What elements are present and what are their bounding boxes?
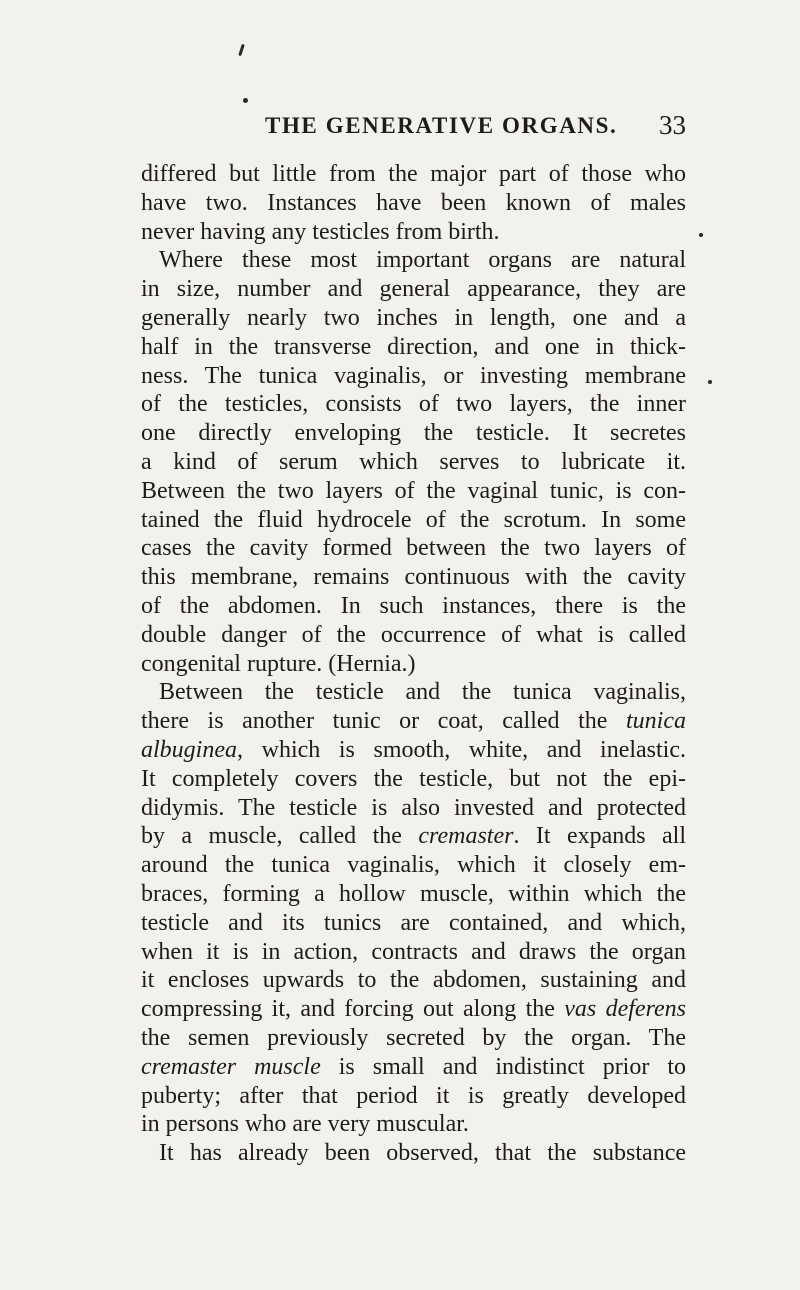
text-line: [141, 1053, 686, 1082]
text-line: [141, 707, 686, 736]
ink-speck-top: [238, 44, 245, 56]
text-line: in persons who are very muscular.: [141, 1111, 469, 1138]
italic-term: tunica: [626, 708, 686, 735]
running-head: THE GENERATIVE ORGANS.: [265, 113, 618, 138]
text-line: Between the two layers of the vaginal tunic, is con-: [141, 477, 686, 504]
text-line: testicle and its tunics are contained, and which,: [141, 909, 686, 936]
page-number: 33: [659, 110, 686, 140]
text-line: in size, number and general appearance, they are: [141, 276, 686, 303]
text-line: [141, 995, 686, 1024]
text-run: Between the testicle and the tunica vaginalis,: [159, 679, 686, 706]
text-line: a kind of serum which serves to lubricate it.: [141, 448, 686, 475]
text-run: is small and indistinct prior to: [320, 1053, 687, 1080]
text-line: of the testicles, consists of two layers, the inner: [141, 391, 686, 418]
text-run: , which is smooth, white, and inelastic.: [237, 736, 686, 763]
text-run: by a muscle, called the: [141, 823, 419, 850]
text-line: It has already been observed, that the substance: [159, 1140, 686, 1167]
text-line: Where these most important organs are natural: [159, 247, 686, 274]
text-line: generally nearly two inches in length, one and a: [141, 304, 686, 331]
ink-speck-right-upper: [699, 233, 703, 237]
text-line: differed but little from the major part of those who: [141, 161, 686, 187]
text-line: braces, forming a hollow muscle, within which the: [141, 880, 686, 907]
text-line: [141, 822, 686, 851]
text-line: never having any testicles from birth.: [141, 218, 500, 245]
text-line: the semen previously secreted by the organ. The: [141, 1024, 686, 1051]
text-line: It completely covers the testicle, but not the epi-: [141, 765, 686, 792]
ink-speck-left: [243, 98, 248, 103]
body-text: [141, 160, 686, 1168]
italic-term: vas deferens: [564, 996, 687, 1023]
text-line: double danger of the occurrence of what is called: [141, 621, 686, 648]
text-line: one directly enveloping the testicle. It secretes: [141, 420, 686, 447]
text-line: it encloses upwards to the abdomen, sustaining and: [141, 967, 686, 994]
text-line: ness. The tunica vaginalis, or investing membrane: [141, 362, 686, 389]
ink-speck-right-lower: [708, 380, 712, 384]
text-line: have two. Instances have been known of males: [141, 189, 686, 216]
text-line: this membrane, remains continuous with the cavity: [141, 564, 686, 591]
text-line: cases the cavity formed between the two layers of: [141, 535, 686, 562]
text-line: puberty; after that period it is greatly developed: [141, 1082, 686, 1109]
text-run: there is another tunic or coat, called the: [141, 708, 626, 735]
text-line: congenital rupture. (Hernia.): [141, 650, 416, 677]
italic-term: cremaster muscle: [141, 1053, 321, 1080]
text-line: [141, 736, 686, 765]
text-line: around the tunica vaginalis, which it closely em-: [141, 852, 686, 879]
text-line: didymis. The testicle is also invested and protected: [141, 794, 686, 821]
text-line: tained the fluid hydrocele of the scrotum. In some: [141, 506, 686, 533]
text-run: . It expands all: [513, 823, 687, 850]
text-line: when it is in action, contracts and draws the organ: [141, 938, 686, 965]
text-line: [141, 678, 686, 707]
text-run: compressing it, and forcing out along the: [141, 996, 565, 1023]
italic-term: cremaster: [418, 823, 514, 850]
page-header: [0, 110, 800, 147]
italic-term: albuginea: [141, 736, 237, 763]
text-line: of the abdomen. In such instances, there is the: [141, 592, 686, 619]
text-line: half in the transverse direction, and one in thick-: [141, 333, 686, 360]
